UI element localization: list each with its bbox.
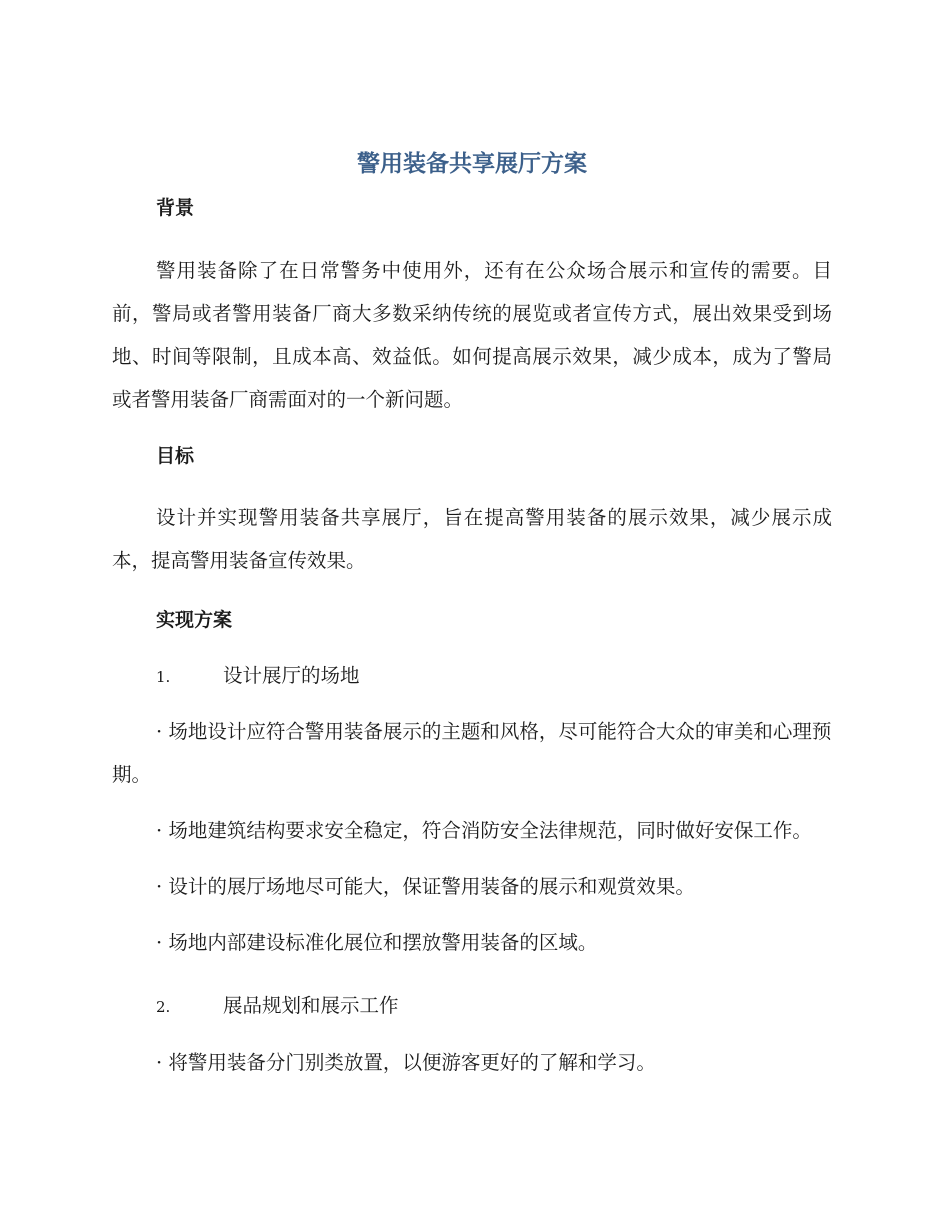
background-paragraph: 警用装备除了在日常警务中使用外，还有在公众场合展示和宣传的需要。目前，警局或者警用装备厂商大多数采纳传统的展览或者宣传方式，展出效果受到场地、时间等限制，且成本高、效益低。如何提高展示效果，减少成本，成为了警局或者警用装备厂商需面对的一个新问题。 [112, 259, 832, 411]
section-heading-goal: 目标 [156, 445, 195, 467]
plan-item-2 [112, 992, 832, 1021]
bullet-item: · 场地建筑结构要求安全稳定，符合消防安全法律规范，同时做好安保工作。 [156, 819, 812, 842]
goal-paragraph: 设计并实现警用装备共享展厅，旨在提高警用装备的展示效果，减少展示成本，提高警用装备宣传效果。 [112, 506, 832, 572]
plan-item-title: 展品规划和展示工作 [223, 994, 399, 1017]
plan-item-number: 1. [156, 668, 171, 686]
bullet-item: · 场地设计应符合警用装备展示的主题和风格，尽可能符合大众的审美和心理预期。 [112, 720, 832, 786]
plan-item-title: 设计展厅的场地 [223, 664, 360, 687]
bullet-item: · 场地内部建设标准化展位和摆放警用装备的区域。 [156, 931, 598, 954]
plan-item-number: 2. [156, 998, 171, 1016]
bullet-item: · 设计的展厅场地尽可能大，保证警用装备的展示和观赏效果。 [156, 875, 695, 898]
plan-item-1 [112, 662, 832, 691]
section-heading-background: 背景 [156, 197, 195, 219]
document-title: 警用装备共享展厅方案 [357, 151, 587, 177]
section-heading-plan: 实现方案 [156, 609, 233, 631]
bullet-item: · 将警用装备分门别类放置，以便游客更好的了解和学习。 [156, 1051, 656, 1074]
